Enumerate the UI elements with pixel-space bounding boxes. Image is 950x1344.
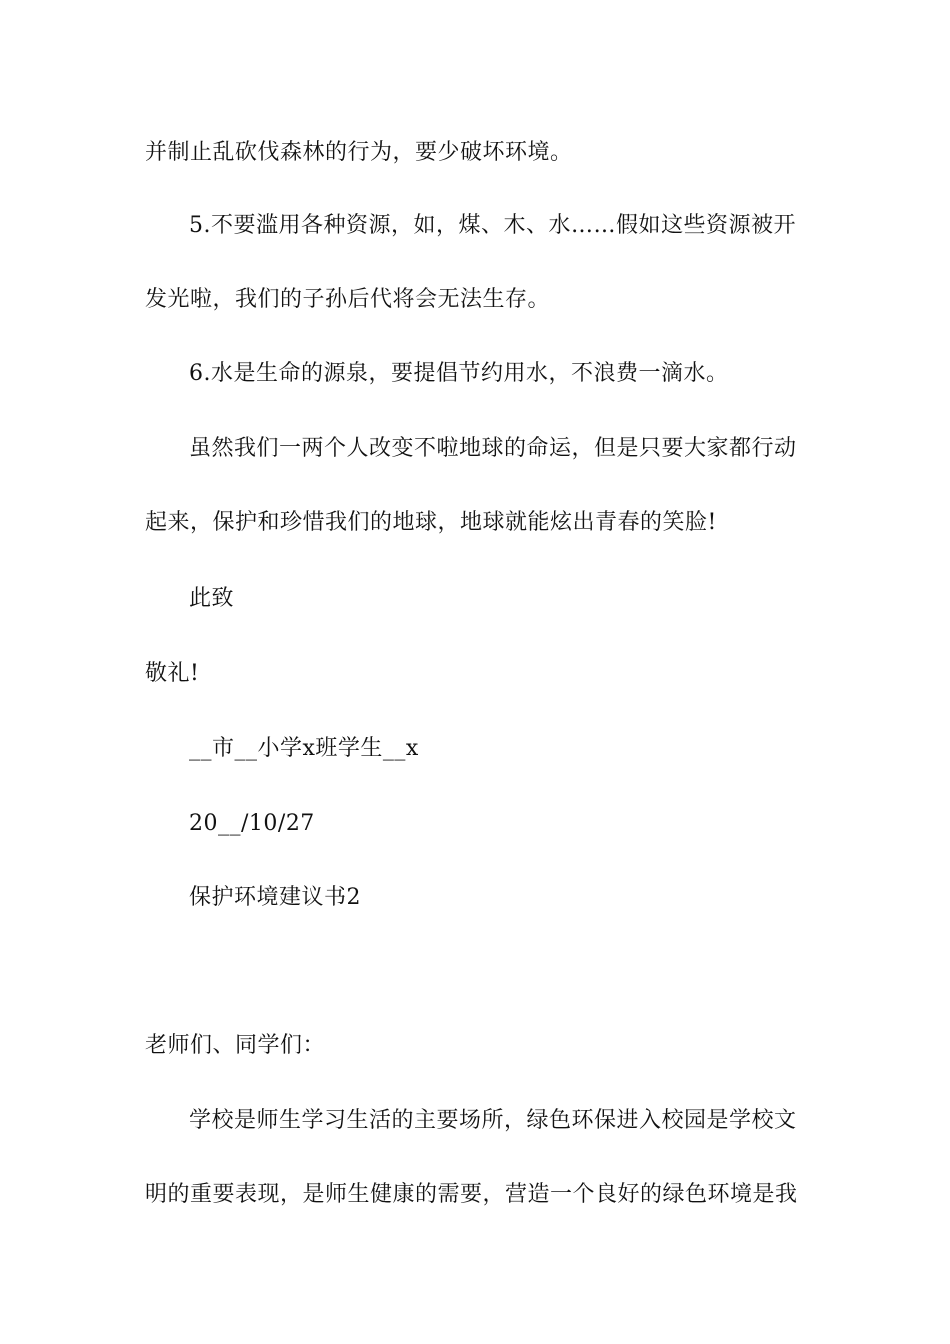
signature-line: __市__小学x班学生__x: [189, 736, 419, 761]
paragraph-line: 起来，保护和珍惜我们的地球，地球就能炫出青春的笑脸!: [145, 510, 717, 535]
paragraph-line: 5.不要滥用各种资源，如，煤、木、水……假如这些资源被开: [189, 213, 796, 238]
closing-respect: 敬礼!: [145, 661, 200, 686]
paragraph-line: 虽然我们一两个人改变不啦地球的命运，但是只要大家都行动: [189, 436, 797, 461]
closing-salutation: 此致: [189, 586, 235, 611]
greeting-line: 老师们、同学们：: [145, 1033, 326, 1058]
paragraph-line: 并制止乱砍伐森林的行为，要少破坏环境。: [145, 140, 573, 165]
section-title: 保护环境建议书2: [189, 885, 361, 910]
paragraph-line: 明的重要表现，是师生健康的需要，营造一个良好的绿色环境是我: [145, 1182, 798, 1207]
date-line: 20__/10/27: [189, 811, 315, 836]
paragraph-line: 发光啦，我们的子孙后代将会无法生存。: [145, 287, 551, 312]
paragraph-line: 6.水是生命的源泉，要提倡节约用水，不浪费一滴水。: [189, 361, 729, 386]
paragraph-line: 学校是师生学习生活的主要场所，绿色环保进入校园是学校文: [189, 1108, 797, 1133]
